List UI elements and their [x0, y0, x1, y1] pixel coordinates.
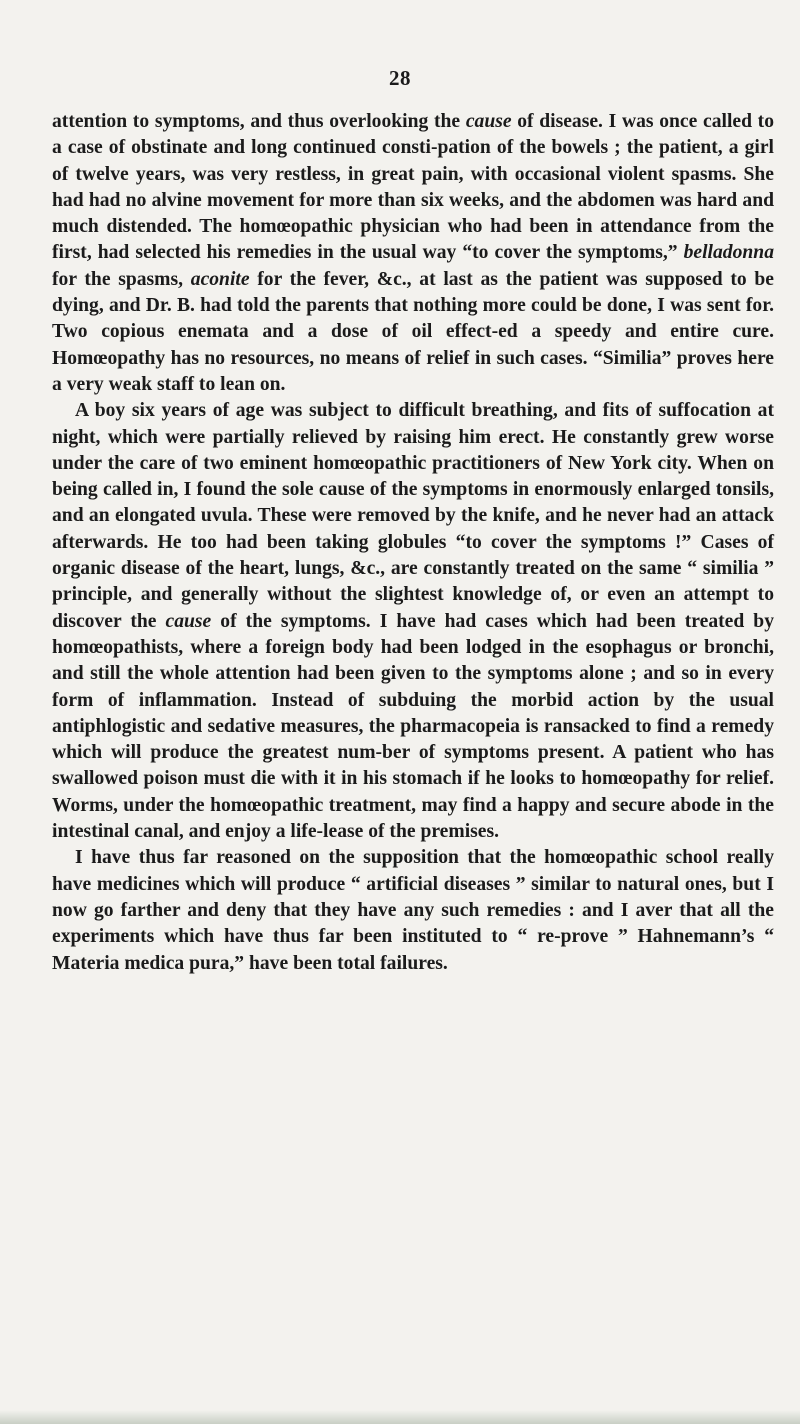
italic-run: belladonna [683, 242, 774, 264]
paragraph-2 [52, 398, 774, 845]
paragraph-3 [52, 845, 774, 976]
text-run: of disease. I was once called to a case of obstinate and long continued consti-pation of the bowels ; the patient, a girl of twelve years, was very restless, in great pain, with occasional violent spasms. She had had no alvine movement for more than six weeks, and the abdomen was hard and much distended. The homœopathic physician who had been in attendance from the first, had selected his remedies in the usual way “to cover the symptoms,” [52, 111, 774, 264]
text-run: attention to symptoms, and thus overlooking the [52, 111, 466, 132]
page-edge-shadow [0, 1410, 800, 1424]
italic-run: cause [165, 610, 212, 632]
italic-run: cause [465, 111, 512, 132]
text-run: of the symptoms. I have had cases which had been treated by homœopathists, where a foreign body had been lodged in the esophagus or bronchi, and still the whole attention had been given to the symptoms alone ; and so in every form of inflammation. Instead of subduing the morbid action by the usual antiphlogistic and sedative measures, the pharmacopeia is ransacked to find a remedy which will produce the greatest num-ber of symptoms present. A patient who has swallowed poison must die with it in his stomach if he looks to homœopathy for relief. Worms, under the homœopathic treatment, may find a happy and secure abode in the intestinal canal, and enjoy a life-lease of the premises. [52, 610, 774, 843]
body-text [52, 109, 774, 977]
italic-run: aconite [190, 268, 250, 290]
text-run: I have thus far reasoned on the supposition that the homœopathic school really have medicines which will produce “ artificial diseases ” similar to natural ones, but I now go farther and deny that they have any such remedies : and I aver that all the experiments which have thus far been instituted to “ re-prove ” Hahnemann’s “ Materia medica pura,” have been total failures. [52, 847, 774, 974]
text-run: A boy six years of age was subject to difficult breathing, and fits of suffocation at night, which were partially relieved by raising him erect. He constantly grew worse under the care of two eminent homœopathic practitioners of New York city. When on being called in, I found the sole cause of the symptoms in enormously enlarged tonsils, and an elongated uvula. These were removed by the knife, and he never had an attack afterwards. He too had been taking globules “to cover the symptoms !” Cases of organic disease of the heart, lungs, &c., are constantly treated on the same “ similia ” principle, and generally without the slightest knowledge of, or even an attempt to discover the [52, 400, 774, 632]
text-run: for the fever, &c., at last as the patient was supposed to be dying, and Dr. B. had told the parents that nothing more could be done, I was sent for. Two copious enemata and a dose of oil effect-ed a speedy and entire cure. Homœopathy has no resources, no means of relief in such cases. “Similia” proves here a very weak staff to lean on. [52, 268, 774, 395]
page-number: 28 [389, 66, 411, 90]
text-run: for the spasms, [52, 268, 191, 290]
paragraph-1 [52, 109, 774, 398]
